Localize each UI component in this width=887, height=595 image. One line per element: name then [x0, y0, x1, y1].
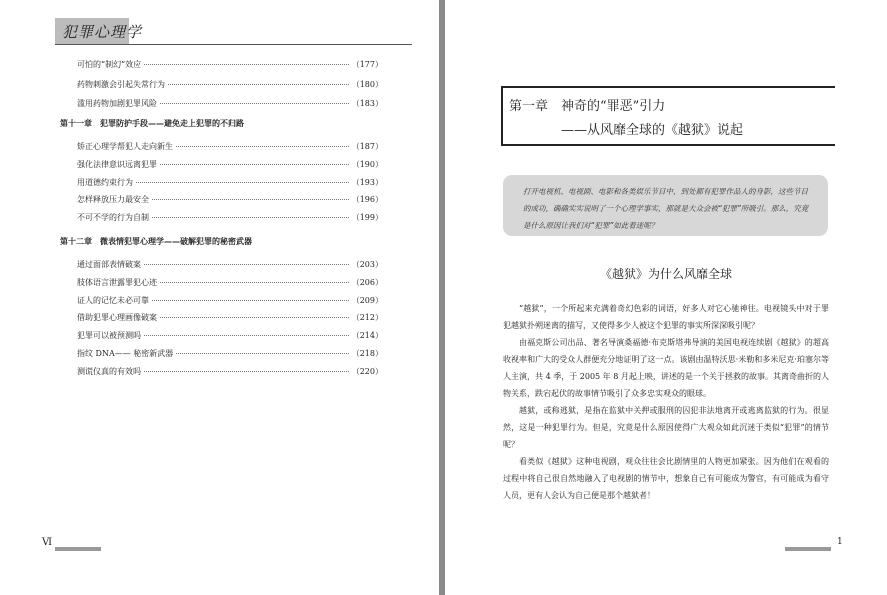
chapter-title: 第一章 神奇的“罪恶”引力	[509, 99, 666, 114]
toc-entry-title: 肢体语言泄露罪犯心迹	[77, 277, 157, 287]
toc-leader-dots	[160, 317, 349, 318]
toc-entry	[77, 312, 383, 323]
toc-entry	[77, 159, 383, 170]
toc-entry	[77, 259, 383, 270]
toc-entry	[77, 79, 383, 90]
toc-entry-page: （190）	[351, 159, 383, 169]
toc-leader-dots	[160, 103, 349, 104]
toc-entry-page: （187）	[351, 142, 383, 151]
toc-chapter-11: 第十一章 犯罪防护手段——避免走上犯罪的不归路	[60, 119, 244, 128]
toc-leader-dots	[176, 353, 348, 354]
toc-entry-page: （196）	[351, 195, 383, 205]
chapter-bottom-rule	[501, 144, 835, 146]
toc-leader-dots	[144, 264, 349, 265]
toc-leader-dots	[144, 335, 349, 336]
toc-entry	[77, 212, 383, 223]
chapter-subtitle: ——从风靡全球的《越狱》说起	[561, 123, 744, 138]
toc-entry-title: 药物刺激会引起失常行为	[77, 79, 165, 89]
toc-entry-page: （218）	[351, 349, 383, 358]
left-page	[0, 0, 439, 595]
toc-entry-page: （209）	[351, 295, 383, 305]
toc-leader-dots	[160, 282, 349, 283]
toc-entry-title: 矫正心理学帮犯人走向新生	[77, 142, 173, 151]
toc-entry	[77, 295, 383, 306]
toc-leader-dots	[152, 217, 349, 218]
toc-chapter-12: 第十二章 微表情犯罪心理学——破解犯罪的秘密武器	[60, 237, 252, 246]
toc-entry-title: 指纹 DNA—— 秘密新武器	[77, 349, 174, 358]
toc-entry	[77, 98, 383, 109]
chapter-intro-text: 打开电视机、电视剧、电影和各类娱乐节目中，到处都有犯罪作品人的身影，这些节目的成功，确确实实说明了一个心理学事实，那就是大众会被“犯罪”所吸引。那么，究竟是什么原因让我们对“犯罪”如此着迷呢？	[523, 187, 809, 230]
section-title: 《越狱》为什么风靡全球	[599, 267, 732, 281]
folio-bar-right	[785, 547, 831, 551]
toc-leader-dots	[168, 84, 349, 85]
body-paragraph: 由福克斯公司出品、著名导演桑福德·布克斯塔弗导演的美国电视连续剧《越狱》的超高收视率和广大的受众人群便充分地证明了这一点。该剧由温特沃思·米勒和多米尼克·珀塞尔等人主演，共 4 季，于 2005 年 8 月起上映，讲述的是一个关于拯救的故事。其离奇曲折的人物关系，跌宕起伏的故事情节吸引了众多忠实观众的眼球。	[503, 338, 829, 398]
body-paragraph: 看类似《越狱》这种电视剧，观众往往会比剧情里的人物更加紧张。因为他们在观看的过程中将自己很自然地融入了电视剧的情节中，想象自己有可能成为警官，有可能成为看守人员，更有人会认为自己便是那个越狱者！	[503, 457, 829, 500]
chapter-side-rule	[501, 86, 503, 146]
toc-entry-title: 借助犯罪心理画像破案	[77, 313, 157, 323]
toc-entry	[77, 348, 383, 359]
toc-entry	[77, 59, 383, 70]
toc-entry-page: （212）	[351, 313, 383, 323]
toc-leader-dots	[152, 300, 349, 301]
toc-entry-title: 测谎仪真的有效吗	[77, 366, 141, 376]
body-text	[503, 300, 829, 504]
toc-entry-title: 用道德约束行为	[77, 177, 133, 187]
toc-leader-dots	[144, 371, 349, 372]
body-paragraph: “越狱”，一个所起来充满着奇幻色彩的词语，好多人对它心驰神往。电视镜头中对于罪犯越狱扑朔迷离的描写，又使得多少人被这个犯罪的事实所深深吸引呢？	[503, 304, 829, 330]
chapter-top-rule	[501, 86, 835, 88]
toc-entry-page: （193）	[351, 177, 383, 187]
toc-entry	[77, 366, 383, 377]
toc-entry-title: 犯罪可以被预测吗	[77, 331, 141, 341]
folio-bar-left	[55, 547, 101, 551]
toc-entry	[77, 141, 383, 152]
toc-entry	[77, 194, 383, 205]
toc-entry-page: （214）	[351, 331, 383, 341]
toc-entry	[77, 330, 383, 341]
header-rule	[55, 44, 412, 45]
toc-entry-title: 证人的记忆未必可靠	[77, 295, 149, 305]
toc-entry-title: 可怕的“制幻”效应	[77, 60, 142, 69]
toc-entry	[77, 177, 383, 188]
right-page	[445, 0, 887, 595]
toc-leader-dots	[144, 64, 349, 65]
toc-entry-title: 滥用药物加剧犯罪风险	[77, 99, 157, 108]
toc-leader-dots	[160, 164, 349, 165]
toc-entry-page: （220）	[351, 366, 383, 376]
toc-entry-page: （183）	[351, 99, 383, 108]
toc-leader-dots	[136, 182, 349, 183]
running-header-title: 犯罪心理学	[62, 23, 143, 41]
toc-leader-dots	[176, 146, 349, 147]
toc-entry-title: 强化法律意识远离犯罪	[77, 159, 157, 169]
toc-entry	[77, 277, 383, 288]
page-number-right: 1	[837, 537, 843, 547]
toc-entry-page: （206）	[351, 277, 383, 287]
toc-entry-page: （203）	[351, 260, 383, 269]
body-paragraph: 越狱，或称逃狱，是指在监狱中关押或服刑的囚犯非法地离开或逃离监狱的行为。很显然，这是一种犯罪行为。但是，究竟是什么原因使得广大观众如此沉迷于类似“犯罪”的情节呢？	[503, 406, 829, 449]
toc-entry-title: 怎样释放压力最安全	[77, 195, 149, 205]
toc-entry-page: （177）	[351, 60, 383, 69]
page-number-left: Ⅵ	[42, 537, 53, 548]
toc-entry-page: （180）	[351, 79, 383, 89]
toc-entry-title: 不可不学的行为自制	[77, 213, 149, 223]
toc-leader-dots	[152, 199, 349, 200]
chapter-intro-box	[503, 175, 828, 236]
chapter-heading	[501, 86, 835, 146]
toc-entry-title: 通过面部表情破案	[77, 260, 141, 269]
toc-entry-page: （199）	[351, 213, 383, 223]
